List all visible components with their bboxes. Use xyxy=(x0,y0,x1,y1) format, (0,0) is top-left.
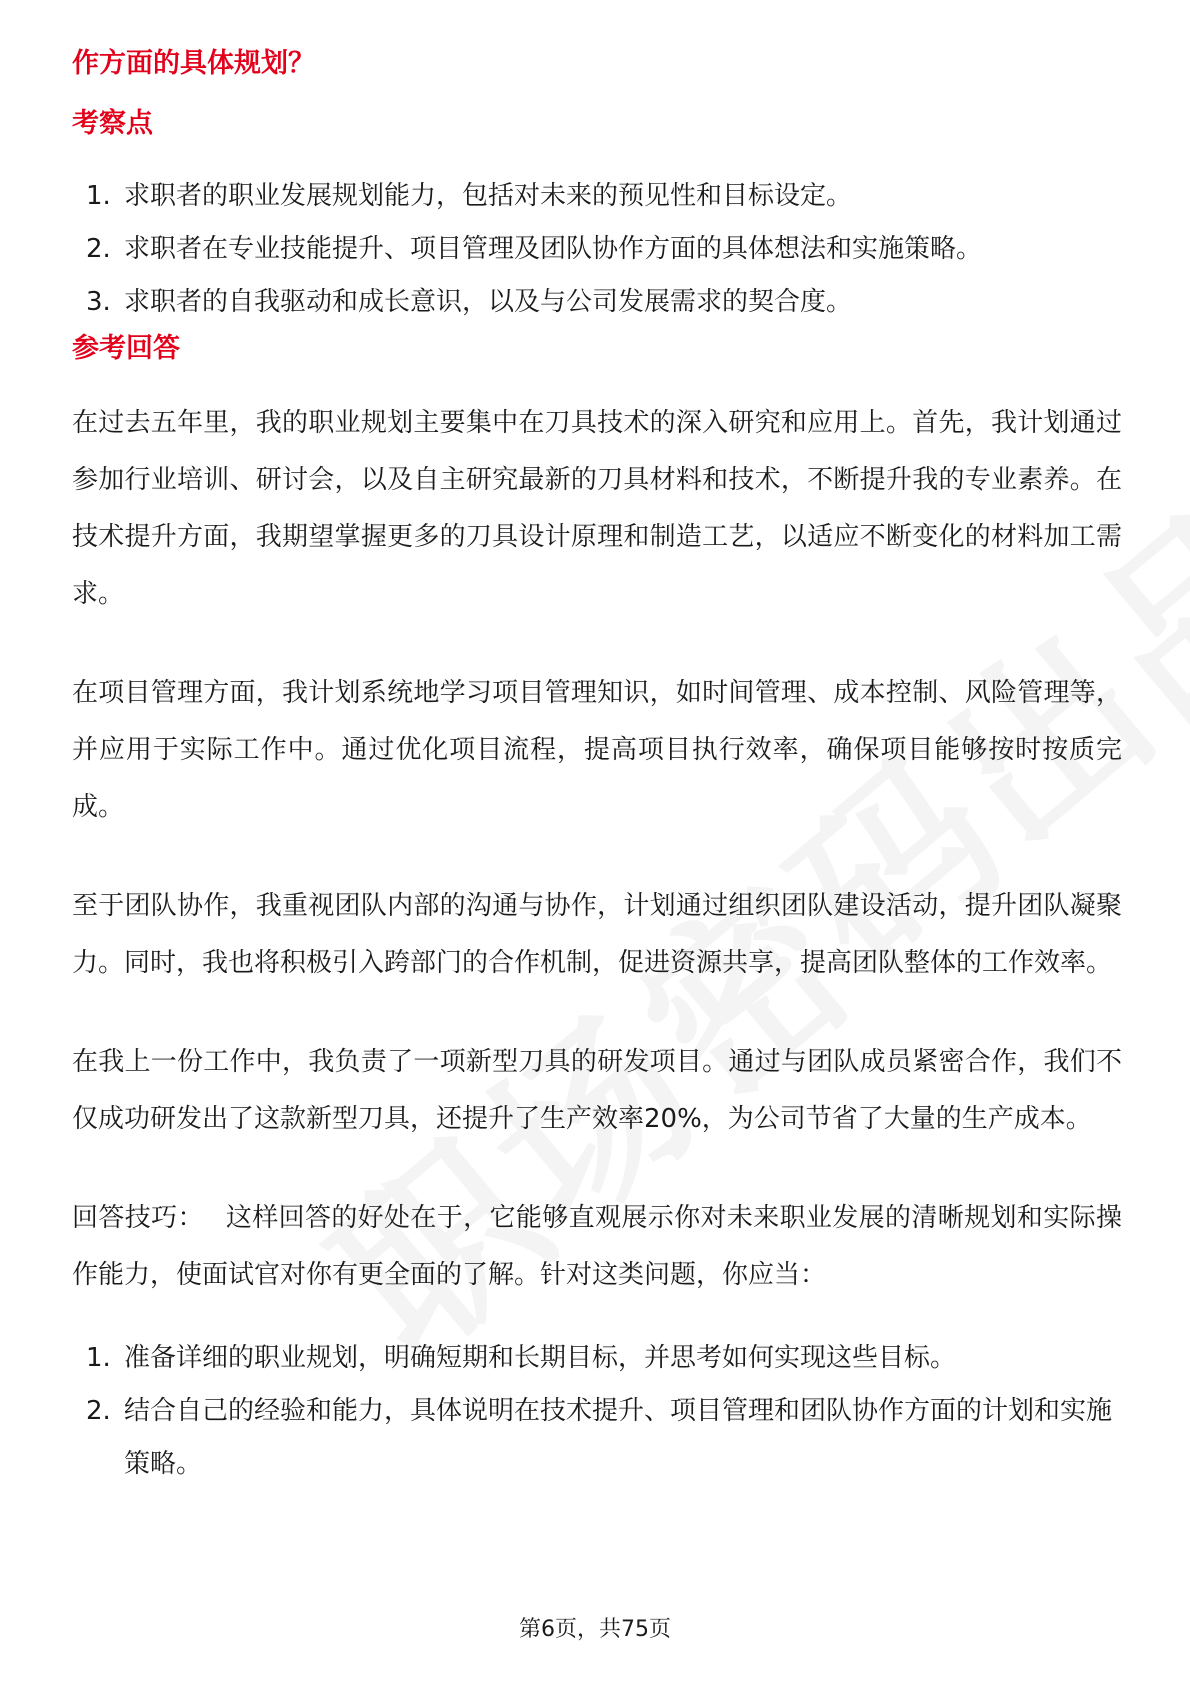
list-item-text: 准备详细的职业规划，明确短期和长期目标，并思考如何实现这些目标。 xyxy=(124,1343,957,1373)
list-item-number: 1. xyxy=(86,1343,111,1373)
section-heading-answer: 参考回答 xyxy=(72,333,180,364)
list-item-text: 求职者的自我驱动和成长意识，以及与公司发展需求的契合度。 xyxy=(124,287,853,317)
list-item-text: 求职者在专业技能提升、项目管理及团队协作方面的具体想法和实施策略。 xyxy=(124,234,983,264)
page-content xyxy=(72,44,1122,1491)
list-item xyxy=(72,1385,1122,1491)
answer-paragraph: 在我上一份工作中，我负责了一项新型刀具的研发项目。通过与团队成员紧密合作，我们不仅成功研发出了这款新型刀具，还提升了生产效率20%，为公司节省了大量的生产成本。 xyxy=(72,1047,1122,1134)
list-item-number: 2. xyxy=(86,234,111,264)
list-item xyxy=(72,276,1122,329)
answer-paragraph: 至于团队协作，我重视团队内部的沟通与协作，计划通过组织团队建设活动，提升团队凝聚力。同时，我也将积极引入跨部门的合作机制，促进资源共享，提高团队整体的工作效率。 xyxy=(72,891,1122,978)
list-item-number: 2. xyxy=(86,1396,111,1426)
points-list xyxy=(72,170,1122,329)
list-item xyxy=(72,223,1122,276)
tips-label: 回答技巧： xyxy=(72,1203,204,1233)
list-item-text: 求职者的职业发展规划能力，包括对未来的预见性和目标设定。 xyxy=(124,181,853,211)
list-item-text: 结合自己的经验和能力，具体说明在技术提升、项目管理和团队协作方面的计划和实施策略。 xyxy=(124,1396,1113,1479)
answer-paragraph: 在过去五年里，我的职业规划主要集中在刀具技术的深入研究和应用上。首先，我计划通过参加行业培训、研讨会，以及自主研究最新的刀具材料和技术，不断提升我的专业素养。在技术提升方面，我期望掌握更多的刀具设计原理和制造工艺，以适应不断变化的材料加工需求。 xyxy=(72,408,1122,609)
answer-paragraph: 在项目管理方面，我计划系统地学习项目管理知识，如时间管理、成本控制、风险管理等，并应用于实际工作中。通过优化项目流程，提高项目执行效率，确保项目能够按时按质完成。 xyxy=(72,678,1122,822)
list-item-number: 3. xyxy=(86,287,111,317)
tips-text: 这样回答的好处在于，它能够直观展示你对未来职业发展的清晰规划和实际操作能力，使面试官对你有更全面的了解。针对这类问题，你应当： xyxy=(72,1203,1122,1290)
question-title-continuation: 作方面的具体规划？ xyxy=(72,48,315,79)
page-number-footer: 第6页，共75页 xyxy=(519,1617,671,1642)
section-heading-points: 考察点 xyxy=(72,108,153,139)
list-item-number: 1. xyxy=(86,181,111,211)
tips-list xyxy=(72,1332,1122,1491)
list-item xyxy=(72,170,1122,223)
list-item xyxy=(72,1332,1122,1385)
tips-paragraph xyxy=(72,1190,1122,1304)
